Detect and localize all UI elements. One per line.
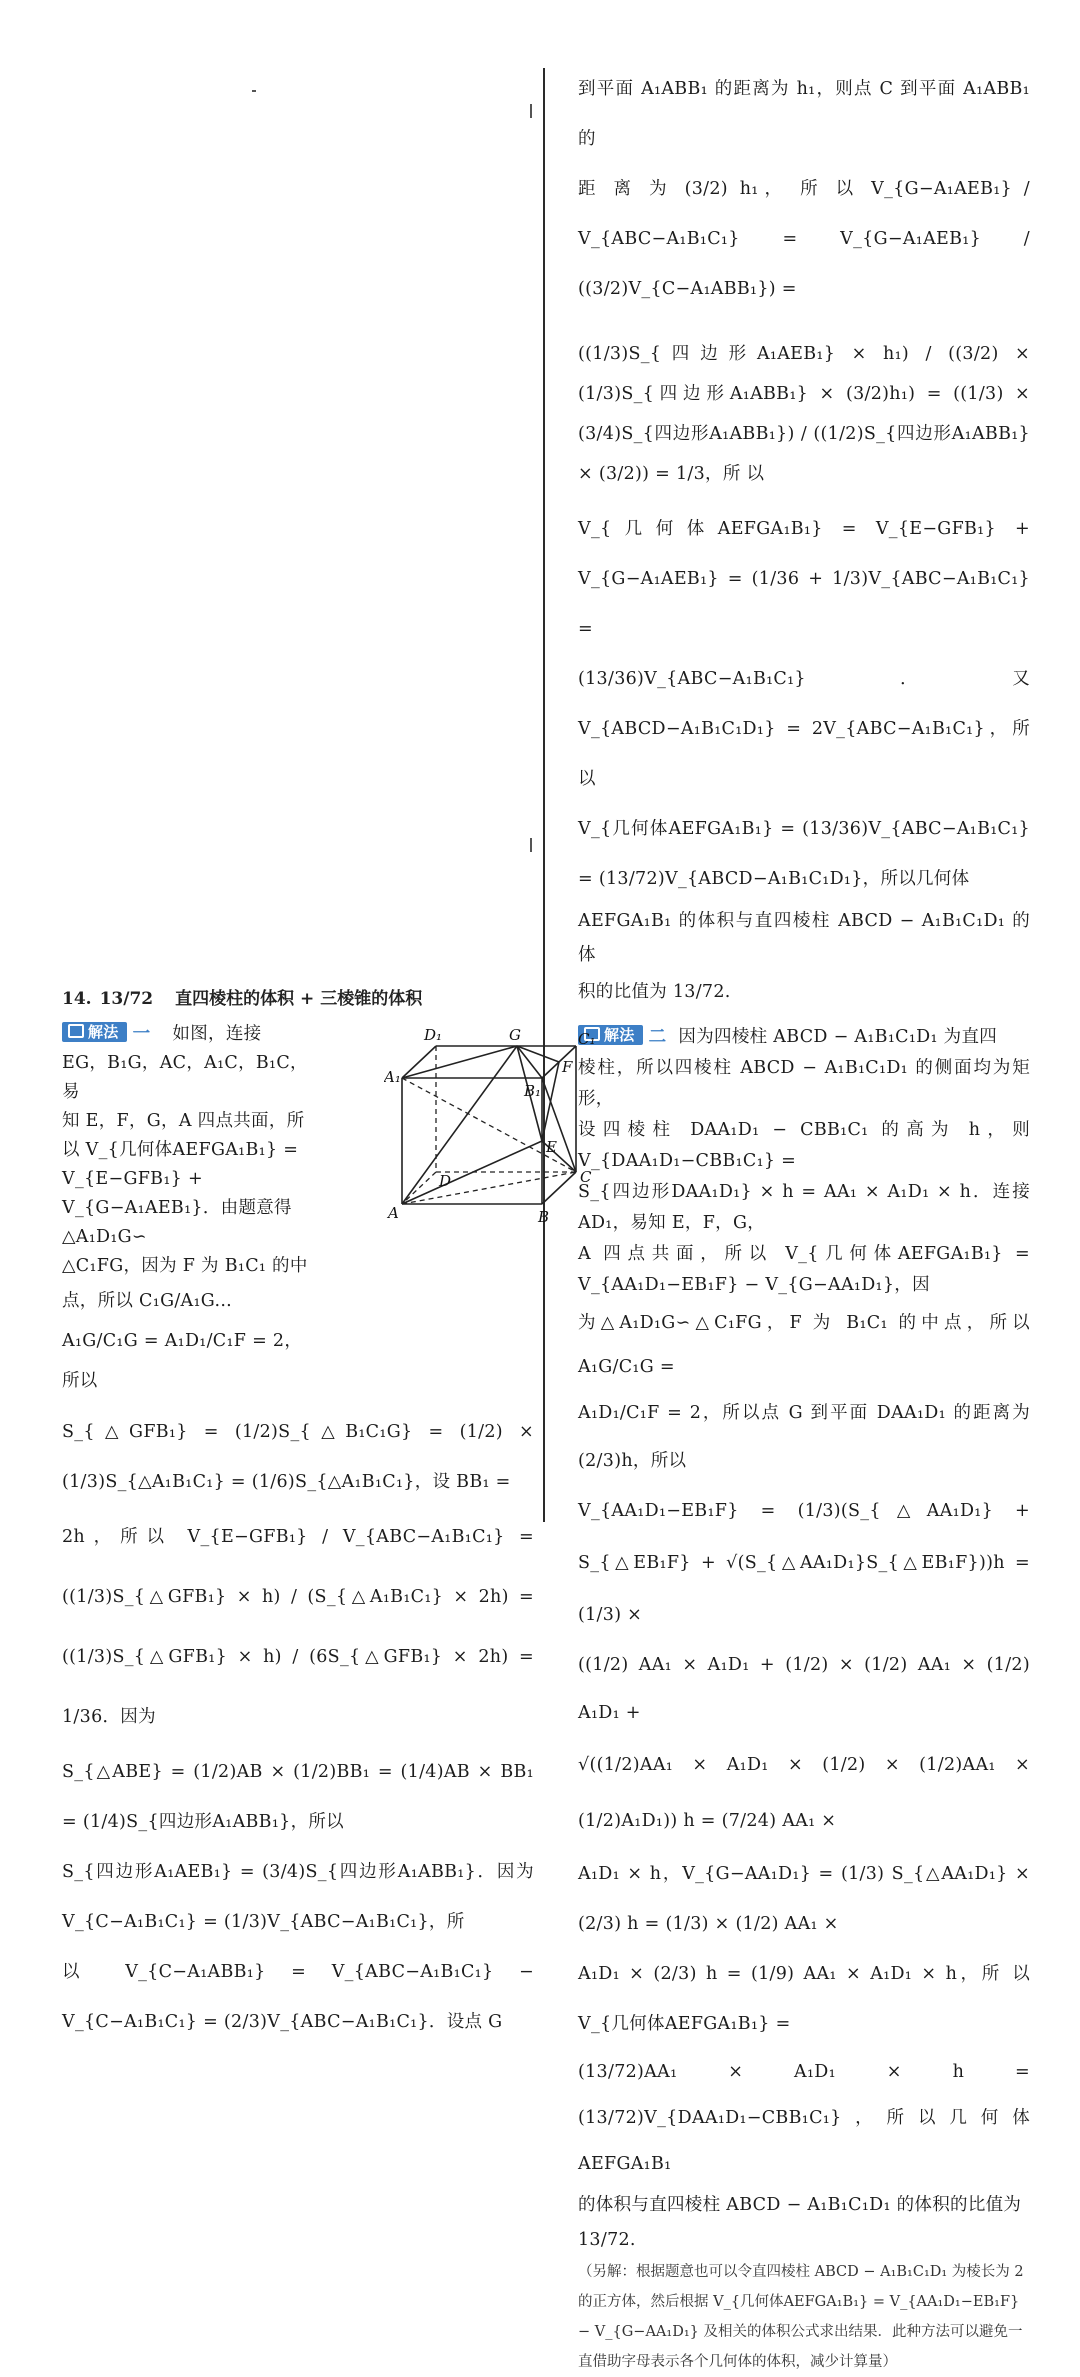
solution-line: AEFGA₁B₁ 的体积与直四棱柱 ABCD − A₁B₁C₁D₁ 的体: [578, 911, 1030, 965]
solution-line: A₁D₁/C₁F = 2，所以点 G 到平面 DAA₁D₁ 的距离为 (2/3)h，所以: [578, 1403, 1030, 1471]
label-c1: C₁: [578, 1030, 596, 1048]
solution-line: V_{G−A₁AEB₁}．由题意得△A₁D₁G∽: [62, 1198, 292, 1247]
solution-line: 为△A₁D₁G∽△C₁FG，F 为 B₁C₁ 的中点，所以 A₁G/C₁G =: [578, 1313, 1030, 1377]
scan-speck: [252, 90, 256, 92]
solution-line: A₁D₁ × h，V_{G−AA₁D₁} = (1/3) S_{△AA₁D₁} × (2/3) h = (1/3) × (1/2) AA₁ ×: [578, 1864, 1030, 1934]
label-e: E: [546, 1138, 557, 1156]
method-one-intro: [62, 1020, 310, 1401]
solution-line: △C₁FG，因为 F 为 B₁C₁ 的中: [62, 1256, 308, 1276]
label-a1: A₁: [384, 1068, 401, 1086]
method-two-first-line: [578, 1022, 1030, 1053]
method-one-first-line: [62, 1020, 310, 1049]
edge-ag: [402, 1046, 517, 1204]
solution-line: √((1/2)AA₁ × A₁D₁ × (1/2) × (1/2)AA₁ × (1/2)A₁D₁)) h = (7/24) AA₁ ×: [578, 1755, 1030, 1831]
method-two-badge: 解法: [578, 1025, 643, 1045]
method-one-number: 一: [132, 1024, 151, 1044]
solution-line: S_{△GFB₁} = (1/2)S_{△B₁C₁G} = (1/2) × (1/3)S_{△A₁B₁C₁} = (1/6)S_{△A₁B₁C₁}，设 BB₁ =: [62, 1422, 534, 1492]
hidden-edge-a1c: [402, 1078, 576, 1172]
solution-line: 以 V_{几何体AEFGA₁B₁} = V_{E−GFB₁} +: [62, 1140, 299, 1189]
label-f: F: [562, 1058, 573, 1076]
solution-line: A₁D₁ × (2/3) h = (1/9) AA₁ × A₁D₁ × h，所 以 V_{几何体AEFGA₁B₁} =: [578, 1964, 1030, 2034]
method-two-number: 二: [648, 1027, 667, 1047]
solution-line: S_{△ABE} = (1/2)AB × (1/2)BB₁ = (1/4)AB × BB₁ = (1/4)S_{四边形A₁ABB₁}，所以: [62, 1762, 534, 1832]
scan-speck: [530, 104, 532, 118]
hidden-edge-ac: [402, 1172, 576, 1204]
method-one-continuation: [62, 1407, 534, 2047]
solution-line: 13/72.: [578, 2230, 636, 2250]
solution-line: 的体积与直四棱柱 ABCD − A₁B₁C₁D₁ 的体积的比值为: [578, 2195, 1022, 2215]
solution-line: 距 离 为 (3/2) h₁， 所 以 V_{G−A₁AEB₁} / V_{ABC−A₁B₁C₁} = V_{G−A₁AEB₁} / ((3/2)V_{C−A₁ABB₁}) =: [578, 179, 1030, 299]
solution-line: ((1/2) AA₁ × A₁D₁ + (1/2) × (1/2) AA₁ × (1/2) A₁D₁ +: [578, 1655, 1030, 1723]
solution-line: (13/72)AA₁ × A₁D₁ × h = (13/72)V_{DAA₁D₁−CBB₁C₁}，所以几何体 AEFGA₁B₁: [578, 2062, 1030, 2174]
question-header: [62, 982, 534, 1016]
solution-line: (13/36)V_{ABC−A₁B₁C₁}．又 V_{ABCD−A₁B₁C₁D₁} = 2V_{ABC−A₁B₁C₁}，所 以: [578, 669, 1030, 789]
left-column: [62, 982, 596, 2047]
solution-line: 因为四棱柱 ABCD − A₁B₁C₁D₁ 为直四: [678, 1027, 998, 1047]
label-c: C: [580, 1168, 592, 1186]
right-column: [578, 64, 1030, 2377]
column-divider: [543, 68, 545, 1522]
scan-speck: [530, 838, 532, 852]
question-answer: 13/72: [99, 989, 154, 1009]
prism-figure: [384, 1024, 600, 1224]
solution-line: 知 E，F，G，A 四点共面，所: [62, 1111, 305, 1131]
edge-b1c: [542, 1078, 576, 1172]
solution-line: S_{四边形A₁AEB₁} = (3/4)S_{四边形A₁ABB₁}．因为 V_{C−A₁B₁C₁} = (1/3)V_{ABC−A₁B₁C₁}，所: [62, 1862, 534, 1932]
question-number: 14.: [62, 989, 92, 1009]
label-g: G: [509, 1026, 521, 1044]
solution-line: V_{几何体AEFGA₁B₁} = V_{E−GFB₁} + V_{G−A₁AEB₁} = (1/36 + 1/3)V_{ABC−A₁B₁C₁} =: [578, 519, 1030, 639]
solution-line: EG，B₁G，AC，A₁C，B₁C，易: [62, 1053, 308, 1102]
solution-line: V_{AA₁D₁−EB₁F} = (1/3)(S_{△AA₁D₁} + S_{△EB₁F} + √(S_{△AA₁D₁}S_{△EB₁F}))h = (1/3) ×: [578, 1501, 1030, 1625]
solution-line: S_{四边形DAA₁D₁} × h = AA₁ × A₁D₁ × h．连接 AD₁，易知 E，F，G，: [578, 1182, 1030, 1233]
solution-line: 点，所以 C₁G/A₁G... A₁G/C₁G = A₁D₁/C₁F = 2，所以: [62, 1291, 303, 1391]
label-b1: B₁: [524, 1082, 542, 1100]
solution-line: ((1/3)S_{四边形A₁AEB₁} × h₁) / ((3/2) × (1/3)S_{四边形A₁ABB₁} × (3/2)h₁) = ((1/3) × (3/4)S_{四边形A₁ABB₁}) / ((1/2)S_{四边形A₁ABB₁} × (3/2)) = 1/3，所 以: [578, 344, 1030, 484]
solution-line: V_{几何体AEFGA₁B₁} = (13/36)V_{ABC−A₁B₁C₁} = (13/72)V_{ABCD−A₁B₁C₁D₁}，所以几何体: [578, 819, 1030, 889]
label-d1: D₁: [424, 1026, 443, 1044]
solution-line: 到平面 A₁ABB₁ 的距离为 h₁，则点 C 到平面 A₁ABB₁ 的: [578, 79, 1030, 149]
pencil-icon: [68, 1024, 84, 1038]
solution-line: 如图，连接: [172, 1024, 262, 1044]
question-topic: 直四棱柱的体积 + 三棱锥的体积: [175, 989, 423, 1009]
solution-line: 2h，所以 V_{E−GFB₁} / V_{ABC−A₁B₁C₁} = ((1/3)S_{△GFB₁} × h) / (S_{△A₁B₁C₁} × 2h) = ((1/3)S_{△GFB₁} × h) / (6S_{△GFB₁} × 2h) = 1/36．因为: [62, 1527, 534, 1727]
solution-line: A 四点共面，所以 V_{几何体AEFGA₁B₁} = V_{AA₁D₁−EB₁F} − V_{G−AA₁D₁}，因: [578, 1244, 1030, 1295]
alternative-note: （另解：根据题意也可以令直四棱柱 ABCD − A₁B₁C₁D₁ 为棱长为 2 的正方体，然后根据 V_{几何体AEFGA₁B₁} = V_{AA₁D₁−EB₁F} − V_{G−AA₁D₁} 及相关的体积公式求出结果．此种方法可以避免一直借助字母表示各个几何体的体积，减少计算量）: [578, 2264, 1024, 2370]
solution-line: 以 V_{C−A₁ABB₁} = V_{ABC−A₁B₁C₁} − V_{C−A₁B₁C₁} = (2/3)V_{ABC−A₁B₁C₁}．设点 G: [62, 1962, 534, 2032]
solution-line: 设四棱柱 DAA₁D₁ − CBB₁C₁ 的高为 h，则 V_{DAA₁D₁−CBB₁C₁} =: [578, 1120, 1030, 1171]
solution-line: 积的比值为 13/72.: [578, 982, 731, 1002]
label-a: A: [388, 1204, 399, 1222]
solution-line: 棱柱，所以四棱柱 ABCD − A₁B₁C₁D₁ 的侧面均为矩形，: [578, 1058, 1030, 1109]
label-d: D: [439, 1172, 452, 1190]
label-b: B: [538, 1208, 550, 1224]
method-one-badge: 解法: [62, 1022, 127, 1042]
